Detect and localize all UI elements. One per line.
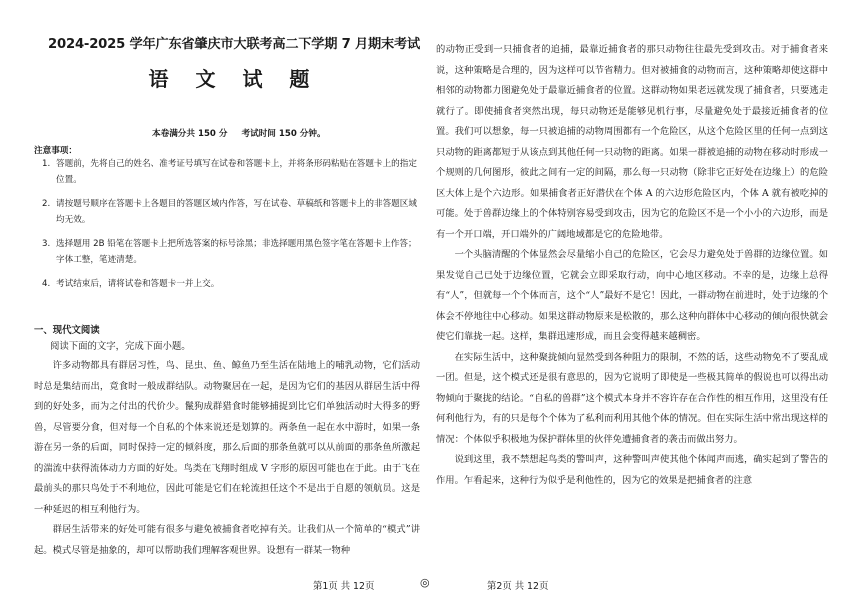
note-item	[42, 196, 418, 228]
note-number: 2.	[42, 199, 51, 209]
note-text: 请按题号顺序在答题卡上各题目的答题区域内作答，写在试卷、草稿纸和答题卡上的非答题区域均无效。	[56, 199, 417, 225]
passage-paragraph: 群居生活带来的好处可能有很多与避免被捕食者吃掉有关。让我们从一个简单的“模式”讲起。模式尽管是抽象的，却可以帮助我们理解客观世界。设想有一群某一物种	[34, 524, 420, 556]
note-number: 1.	[42, 159, 51, 169]
exam-time: 考试时间 150 分钟。	[241, 129, 326, 139]
section-instruction: 阅读下面的文字，完成下面小题。	[50, 341, 191, 352]
exam-meta	[152, 127, 326, 139]
passage-right	[436, 40, 828, 491]
note-item	[42, 156, 418, 188]
note-number: 3.	[42, 239, 51, 249]
section-heading: 一、现代文阅读	[34, 325, 100, 336]
note-item	[42, 276, 418, 292]
note-text: 选择题用 2B 铅笔在答题卡上把所选答案的标号涂黑；非选择题用黑色签字笔在答题卡上作答；字体工整，笔迹清楚。	[56, 239, 417, 265]
passage-paragraph: 许多动物都具有群居习性，鸟、昆虫、鱼、鲸鱼乃至生活在陆地上的哺乳动物，它们活动时总是集结而出，竟食时一般成群结队。动物聚居在一起，是因为它们的基因从群居生活中得到的好处多，而为之付出的代价少。鬣狗成群猎食时能够捕捉到比它们单独活动时大得多的野兽，尽管要分食，但对每一个自私的个体来说还是划算的。两条鱼一起在水中游时，如果一条游在另一条的后面，同时保持一定的倾斜度，那么后面的那条鱼就可以从前面的那条鱼所激起的湍流中获得流体动力方面的好处。鸟类在飞翔时组成 V 字形的原因可能也在于此。由于飞在最前头的那只鸟处于不利地位，因此可能是它们在轮流担任这个不是出于自愿的领航员。这是一种延迟的相互利他行为。	[34, 360, 420, 515]
notes-title: 注意事项：	[34, 146, 77, 156]
note-text: 答题前，先将自己的姓名、准考证号填写在试卷和答题卡上，并将条形码粘贴在答题卡上的指定位置。	[56, 159, 417, 185]
note-number: 4.	[42, 279, 51, 289]
notes-list	[42, 156, 418, 300]
passage-left	[34, 356, 420, 561]
passage-paragraph: 说到这里，我不禁想起鸟类的警叫声，这种警叫声使其他个体闻声而逃，确实起到了警告的作用。乍看起来，这种行为似乎是利他性的，因为它的效果是把捕食者的注意	[436, 454, 828, 486]
page-number-left: 第1页 共 12页	[313, 581, 375, 592]
passage-paragraph: 在实际生活中，这种聚拢倾向显然受到各种阻力的限制，不然的话，这些动物免不了要乱成一团。但是，这个模式还是很有意思的，因为它说明了即使是一些极其简单的假说也可以得出动物倾向于聚拢的结论。“自私的兽群”这个模式本身并不容许存在合作性的相互作用，这里没有任何利他行为，有的只是每个个体为了私利而利用其他个体的情况。但在实际生活中常出现这样的情况：个体似乎积极地为保护群体里的伙伴免遭捕食者的袭击而做出努力。	[436, 351, 828, 445]
page-number-right: 第2页 共 12页	[487, 581, 549, 592]
subject-title: 语 文 试 题	[148, 67, 320, 91]
note-text: 考试结束后，请将试卷和答题卡一并上交。	[56, 279, 220, 289]
center-mark-icon: ◎	[420, 576, 430, 589]
exam-title: 2024-2025 学年广东省肇庆市大联考高二下学期 7 月期末考试	[48, 37, 420, 52]
passage-paragraph: 一个头脑清醒的个体显然会尽量缩小自己的危险区，它会尽力避免处于兽群的边缘位置。如果发觉自己已处于边缘位置，它就会立即采取行动，向中心地区移动。不幸的是，边缘上总得有“人”，但就每一个个体而言，这个“人”最好不是它！因此，一群动物在前进时，处于边缘的个体会不停地往中心移动。如果这群动物原来是松散的，那么这种向群体中心移动的倾向很快就会使它们靠拢一起。这样，集群迅速形成，而且会变得越来越稠密。	[436, 249, 828, 342]
full-score: 本卷满分共 150 分	[152, 129, 228, 139]
passage-paragraph: 的动物正受到一只捕食者的追捕，最靠近捕食者的那只动物往往最先受到攻击。对于捕食者来说，这种策略是合理的，因为这样可以节省精力。但对被捕食的动物而言，这种策略却使这群中相邻的动物都力图避免处于最靠近捕食者的位置。这群动物如果老远就发现了捕食者，只要逃走就行了。即使捕食者突然出现，每只动物还是能够见机行事，尽量避免处于最接近捕食者的位置。我们可以想象，每一只被追捕的动物周围都有一个危险区，从这个危险区里的任何一点到这只动物的距离都短于从该点到其他任何一只动物的距离。如果一群被追捕的动物在移动时形成一个规则的几何图形，彼此之间有一定的间隔，那么每一只动物（除非它正好处在边缘上）的危险区大体上是个六边形。如果捕食者正好潜伏在个体 A 的六边形危险区内，个体 A 就有被吃掉的可能。处于兽群边缘上的个体特别容易受到攻击，因为它的危险区不是一个小小的六边形，而是有一个开口端，开口端外的广阔地域都是它的危险地带。	[436, 44, 828, 240]
note-item	[42, 236, 418, 268]
